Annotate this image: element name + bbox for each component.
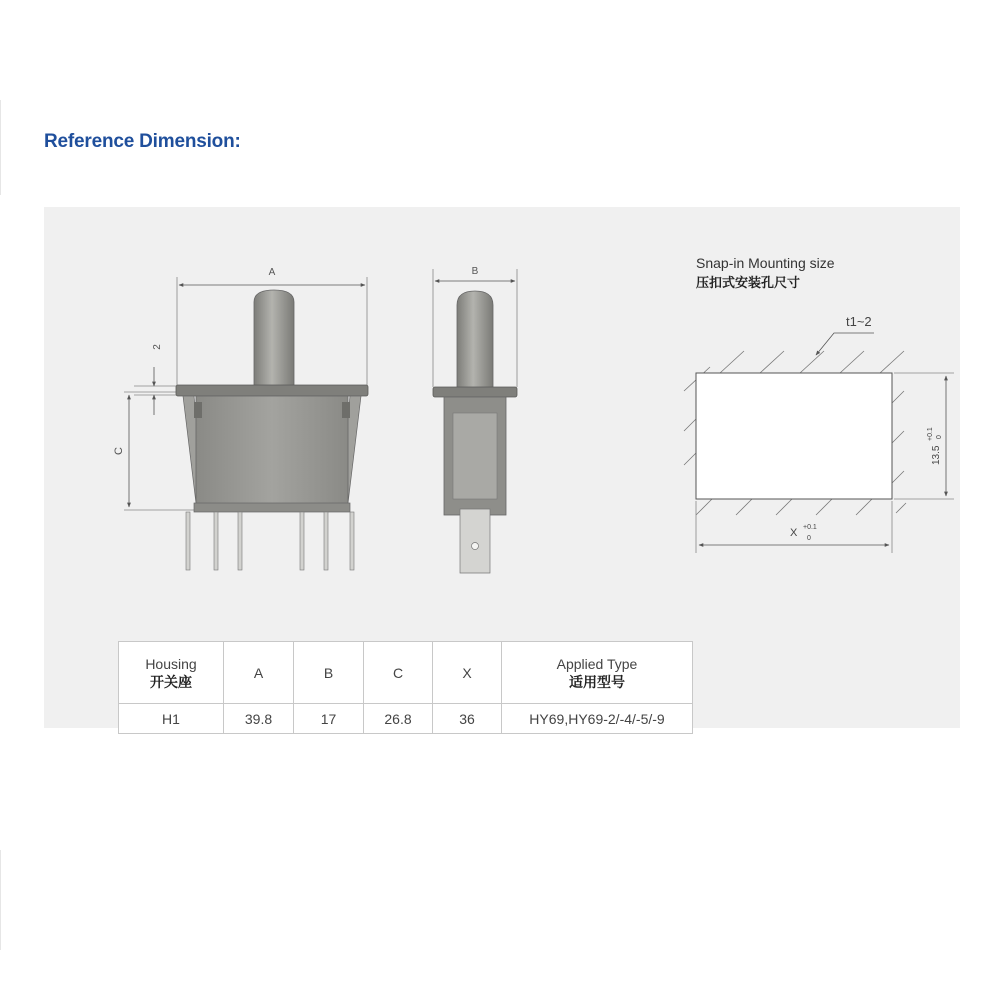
front-view	[113, 267, 368, 570]
table-row	[119, 704, 693, 734]
flange-front	[176, 385, 368, 396]
snap-in-title-cn: 压扣式安装孔尺寸	[696, 275, 801, 290]
cell-c: 26.8	[364, 704, 433, 734]
dim-label-a: A	[268, 267, 276, 278]
height-dim-label: 13.5	[931, 445, 942, 465]
dim-label-b: B	[471, 266, 479, 277]
header-applied-cn: 适用型号	[569, 673, 625, 690]
cell-x: 36	[433, 704, 502, 734]
width-tol-plus: +0.1	[803, 524, 817, 531]
left-edge-line-top	[0, 100, 1, 195]
header-housing-cn: 开关座	[150, 673, 192, 690]
terminal-tab	[460, 509, 490, 573]
cell-b: 17	[294, 704, 364, 734]
height-tol-minus: 0	[936, 435, 943, 439]
plunger-front	[254, 290, 294, 387]
drawing-panel	[44, 207, 960, 728]
header-housing	[119, 642, 224, 704]
page-heading: Reference Dimension:	[44, 131, 241, 152]
header-x: X	[433, 642, 502, 704]
width-dim-label: X	[790, 527, 798, 539]
snap-in-mounting-diagram	[684, 314, 954, 553]
plunger-side	[457, 291, 493, 391]
dim-label-c: C	[113, 447, 125, 455]
side-view	[433, 266, 517, 573]
dim-label-2: 2	[152, 344, 163, 350]
snap-in-title-en: Snap-in Mounting size	[696, 255, 835, 271]
mounting-hole	[696, 373, 892, 499]
cell-applied-type: HY69,HY69-2/-4/-5/-9	[502, 704, 693, 734]
header-b: B	[294, 642, 364, 704]
header-applied-type	[502, 642, 693, 704]
flange-side	[433, 387, 517, 397]
dimension-table	[118, 641, 693, 734]
body-front	[196, 396, 348, 504]
header-c: C	[364, 642, 433, 704]
cell-housing: H1	[119, 704, 224, 734]
snap-in-title	[696, 253, 835, 293]
left-edge-line-bottom	[0, 850, 1, 950]
cell-a: 39.8	[224, 704, 294, 734]
header-housing-en: Housing	[145, 655, 197, 672]
height-tol-plus: +0.1	[927, 427, 934, 441]
table-header-row	[119, 642, 693, 704]
header-a: A	[224, 642, 294, 704]
thickness-label: t1~2	[846, 314, 872, 329]
header-applied-en: Applied Type	[556, 655, 638, 672]
width-tol-minus: 0	[807, 535, 811, 542]
